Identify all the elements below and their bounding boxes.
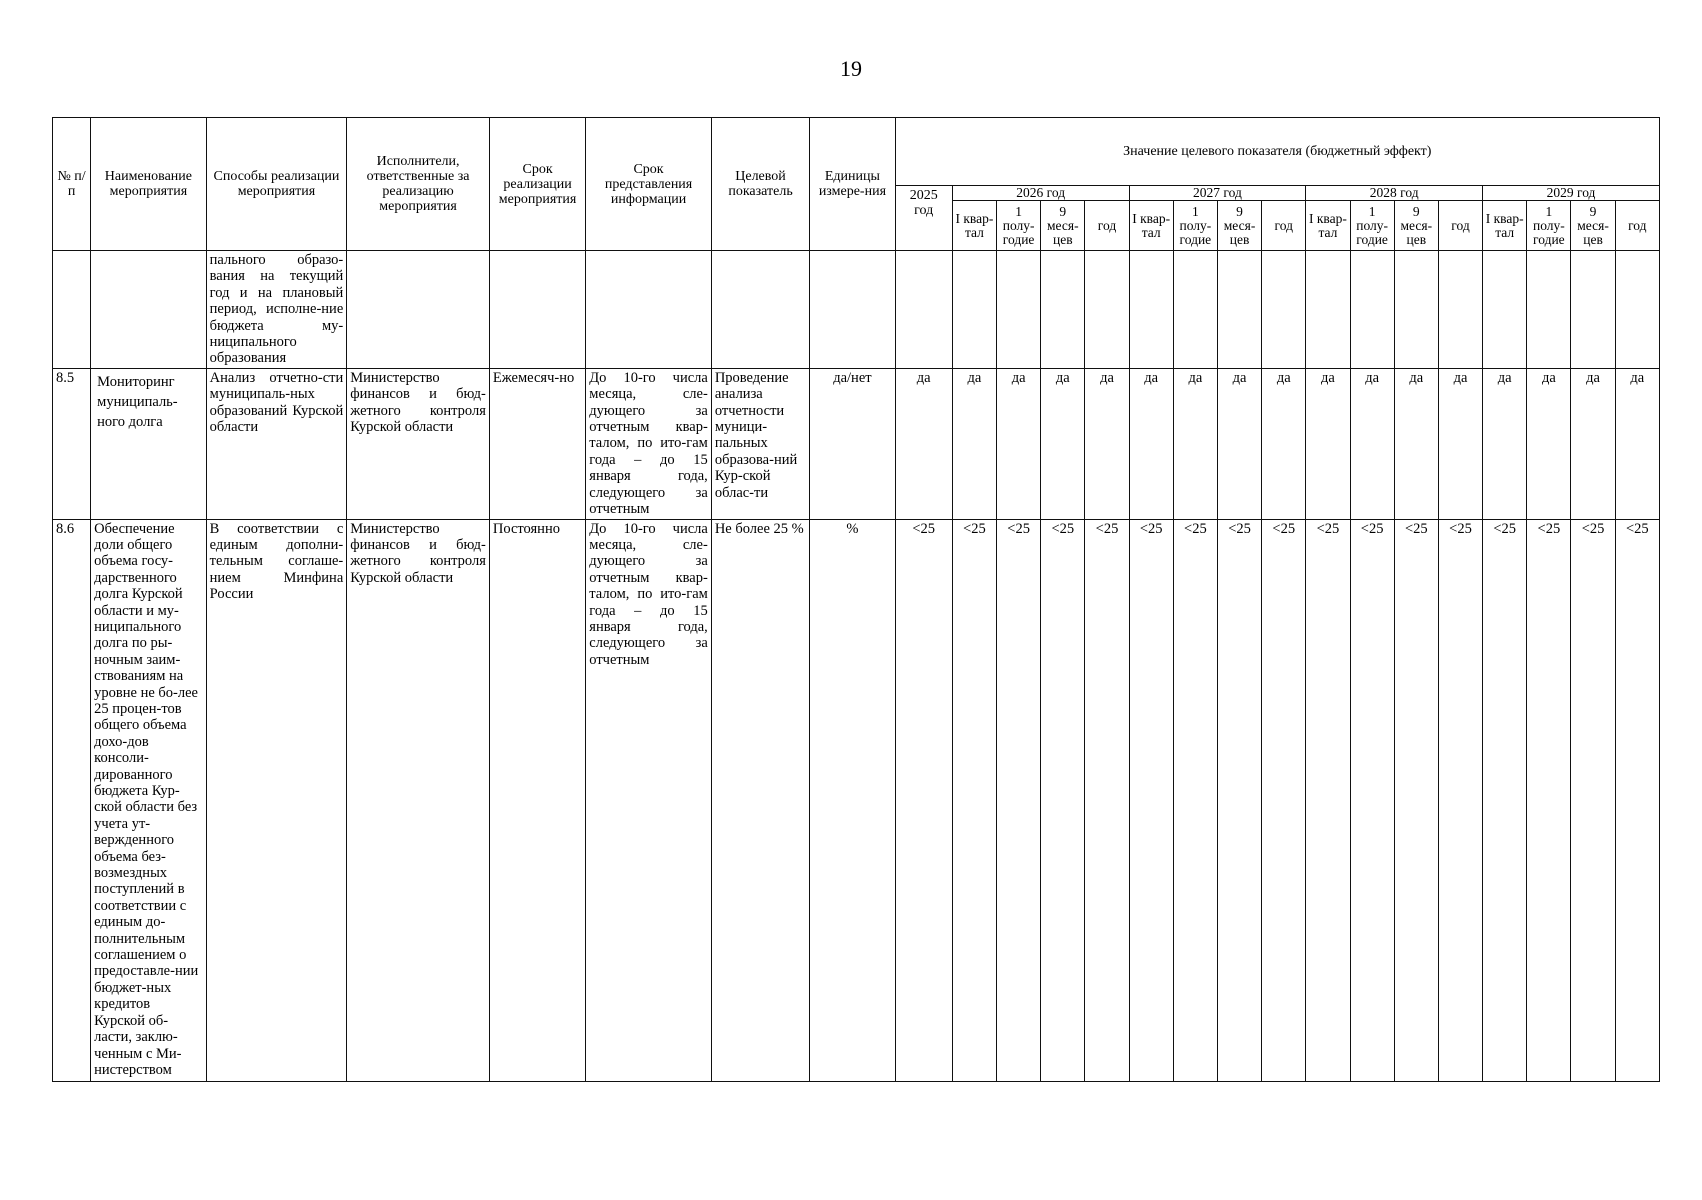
value-cell — [997, 251, 1041, 369]
page-number: 19 — [840, 56, 862, 81]
value-cell: <25 — [952, 519, 996, 1081]
header-num: № п/п — [53, 118, 91, 251]
value-cell — [1527, 251, 1571, 369]
value-cell: да — [1394, 368, 1438, 519]
row-report-term: До 10-го числа месяца, сле-дующего за отчетным квар-талом, по ито-гам года – до 15 января года, следующего за отчетным — [586, 368, 712, 519]
header-name: Наименование мероприятия — [91, 118, 207, 251]
value-cell — [1217, 251, 1261, 369]
value-cell — [1041, 251, 1085, 369]
header-period-9m: 9 меся-цев — [1041, 201, 1085, 251]
value-cell: да — [1527, 368, 1571, 519]
value-cell — [895, 251, 952, 369]
header-period-9m: 9 меся-цев — [1571, 201, 1615, 251]
value-cell — [1085, 251, 1129, 369]
value-cell — [1483, 251, 1527, 369]
value-cell: да — [1350, 368, 1394, 519]
value-cell: <25 — [1041, 519, 1085, 1081]
header-methods: Способы реализации мероприятия — [206, 118, 347, 251]
header-period-q1: I квар-тал — [952, 201, 996, 251]
header-period-half: 1 полу-годие — [1527, 201, 1571, 251]
value-cell: <25 — [1615, 519, 1659, 1081]
row-num — [53, 251, 91, 369]
value-cell: да — [1129, 368, 1173, 519]
value-cell: <25 — [1262, 519, 1306, 1081]
header-value-group: Значение целевого показателя (бюджетный эффект) — [895, 118, 1659, 186]
header-year-2029: 2029 год — [1483, 186, 1660, 201]
value-cell: да — [1041, 368, 1085, 519]
header-units: Единицы измере-ния — [810, 118, 895, 251]
target-indicators-table — [52, 117, 1660, 1082]
value-cell — [1306, 251, 1350, 369]
row-term: Постоянно — [489, 519, 585, 1081]
value-cell: да — [1438, 368, 1482, 519]
value-cell: <25 — [1129, 519, 1173, 1081]
row-units — [810, 251, 895, 369]
value-cell — [1438, 251, 1482, 369]
value-cell: да — [1306, 368, 1350, 519]
row-term: Ежемесяч-но — [489, 368, 585, 519]
value-cell — [1615, 251, 1659, 369]
value-cell: <25 — [1306, 519, 1350, 1081]
header-period-half: 1 полу-годие — [1350, 201, 1394, 251]
row-units: % — [810, 519, 895, 1081]
row-name: Обеспечение доли общего объема госу-дарственного долга Курской области и му-ниципального долга по ры-ночным заим-ствованиям на уровне не бо-лее 25 процен-тов общего объема дохо-дов консоли-дированного бюджета Кур-ской области без учета ут-вержденного объема без-возмездных поступлений в соответствии с единым до-полнительным соглашением о предоставле-нии бюджет-ных кредитов Курской об-ласти, заклю-ченным с Ми-нистерством — [91, 519, 207, 1081]
header-period-q1: I квар-тал — [1306, 201, 1350, 251]
header-year-2027: 2027 год — [1129, 186, 1306, 201]
row-report-term: До 10-го числа месяца, сле-дующего за отчетным квар-талом, по ито-гам года – до 15 января года, следующего за отчетным — [586, 519, 712, 1081]
row-target: Не более 25 % — [711, 519, 809, 1081]
value-cell — [952, 251, 996, 369]
value-cell: да — [997, 368, 1041, 519]
header-period-year: год — [1615, 201, 1659, 251]
header-executors: Исполнители, ответственные за реализацию мероприятия — [347, 118, 490, 251]
value-cell — [1262, 251, 1306, 369]
row-methods: пального образо-вания на текущий год и на плановый период, исполне-ние бюджета му-ниципального образования — [206, 251, 347, 369]
value-cell — [1571, 251, 1615, 369]
value-cell: <25 — [1085, 519, 1129, 1081]
value-cell: да — [895, 368, 952, 519]
row-num: 8.5 — [53, 368, 91, 519]
value-cell: да — [1615, 368, 1659, 519]
header-target: Целевой показатель — [711, 118, 809, 251]
header-2025: 2025 год — [895, 186, 952, 251]
value-cell: да — [1483, 368, 1527, 519]
value-cell — [1129, 251, 1173, 369]
value-cell — [1350, 251, 1394, 369]
value-cell: <25 — [1483, 519, 1527, 1081]
value-cell: <25 — [1438, 519, 1482, 1081]
row-executors — [347, 251, 490, 369]
row-methods: Анализ отчетно-сти муниципаль-ных образований Курской области — [206, 368, 347, 519]
value-cell: да — [1262, 368, 1306, 519]
header-period-q1: I квар-тал — [1129, 201, 1173, 251]
row-name — [91, 251, 207, 369]
header-year-2026: 2026 год — [952, 186, 1129, 201]
value-cell: да — [1217, 368, 1261, 519]
row-term — [489, 251, 585, 369]
value-cell: <25 — [895, 519, 952, 1081]
value-cell: <25 — [1571, 519, 1615, 1081]
table-row — [53, 251, 1660, 369]
header-period-half: 1 полу-годие — [1173, 201, 1217, 251]
header-period-q1: I квар-тал — [1483, 201, 1527, 251]
header-period-year: год — [1438, 201, 1482, 251]
row-executors: Министерство финансов и бюд-жетного контроля Курской области — [347, 368, 490, 519]
header-year-2028: 2028 год — [1306, 186, 1483, 201]
value-cell: да — [1571, 368, 1615, 519]
value-cell: да — [1085, 368, 1129, 519]
value-cell: да — [1173, 368, 1217, 519]
header-period-half: 1 полу-годие — [997, 201, 1041, 251]
row-target: Проведение анализа отчетности муници-пальных образова-ний Кур-ской облас-ти — [711, 368, 809, 519]
table-row — [53, 519, 1660, 1081]
header-period-year: год — [1262, 201, 1306, 251]
row-name: Мониторинг муниципаль-ного долга — [91, 368, 207, 519]
value-cell: <25 — [997, 519, 1041, 1081]
value-cell: <25 — [1217, 519, 1261, 1081]
row-report-term — [586, 251, 712, 369]
header-period-year: год — [1085, 201, 1129, 251]
value-cell: <25 — [1527, 519, 1571, 1081]
value-cell: <25 — [1350, 519, 1394, 1081]
header-period-9m: 9 меся-цев — [1217, 201, 1261, 251]
row-target — [711, 251, 809, 369]
row-executors: Министерство финансов и бюд-жетного контроля Курской области — [347, 519, 490, 1081]
value-cell: <25 — [1394, 519, 1438, 1081]
value-cell — [1394, 251, 1438, 369]
header-term: Срок реализации мероприятия — [489, 118, 585, 251]
row-num: 8.6 — [53, 519, 91, 1081]
row-methods: В соответствии с единым дополни-тельным соглаше-нием Минфина России — [206, 519, 347, 1081]
value-cell: <25 — [1173, 519, 1217, 1081]
row-units: да/нет — [810, 368, 895, 519]
header-report-term: Срок представления информации — [586, 118, 712, 251]
table-row — [53, 368, 1660, 519]
value-cell — [1173, 251, 1217, 369]
value-cell: да — [952, 368, 996, 519]
header-period-9m: 9 меся-цев — [1394, 201, 1438, 251]
